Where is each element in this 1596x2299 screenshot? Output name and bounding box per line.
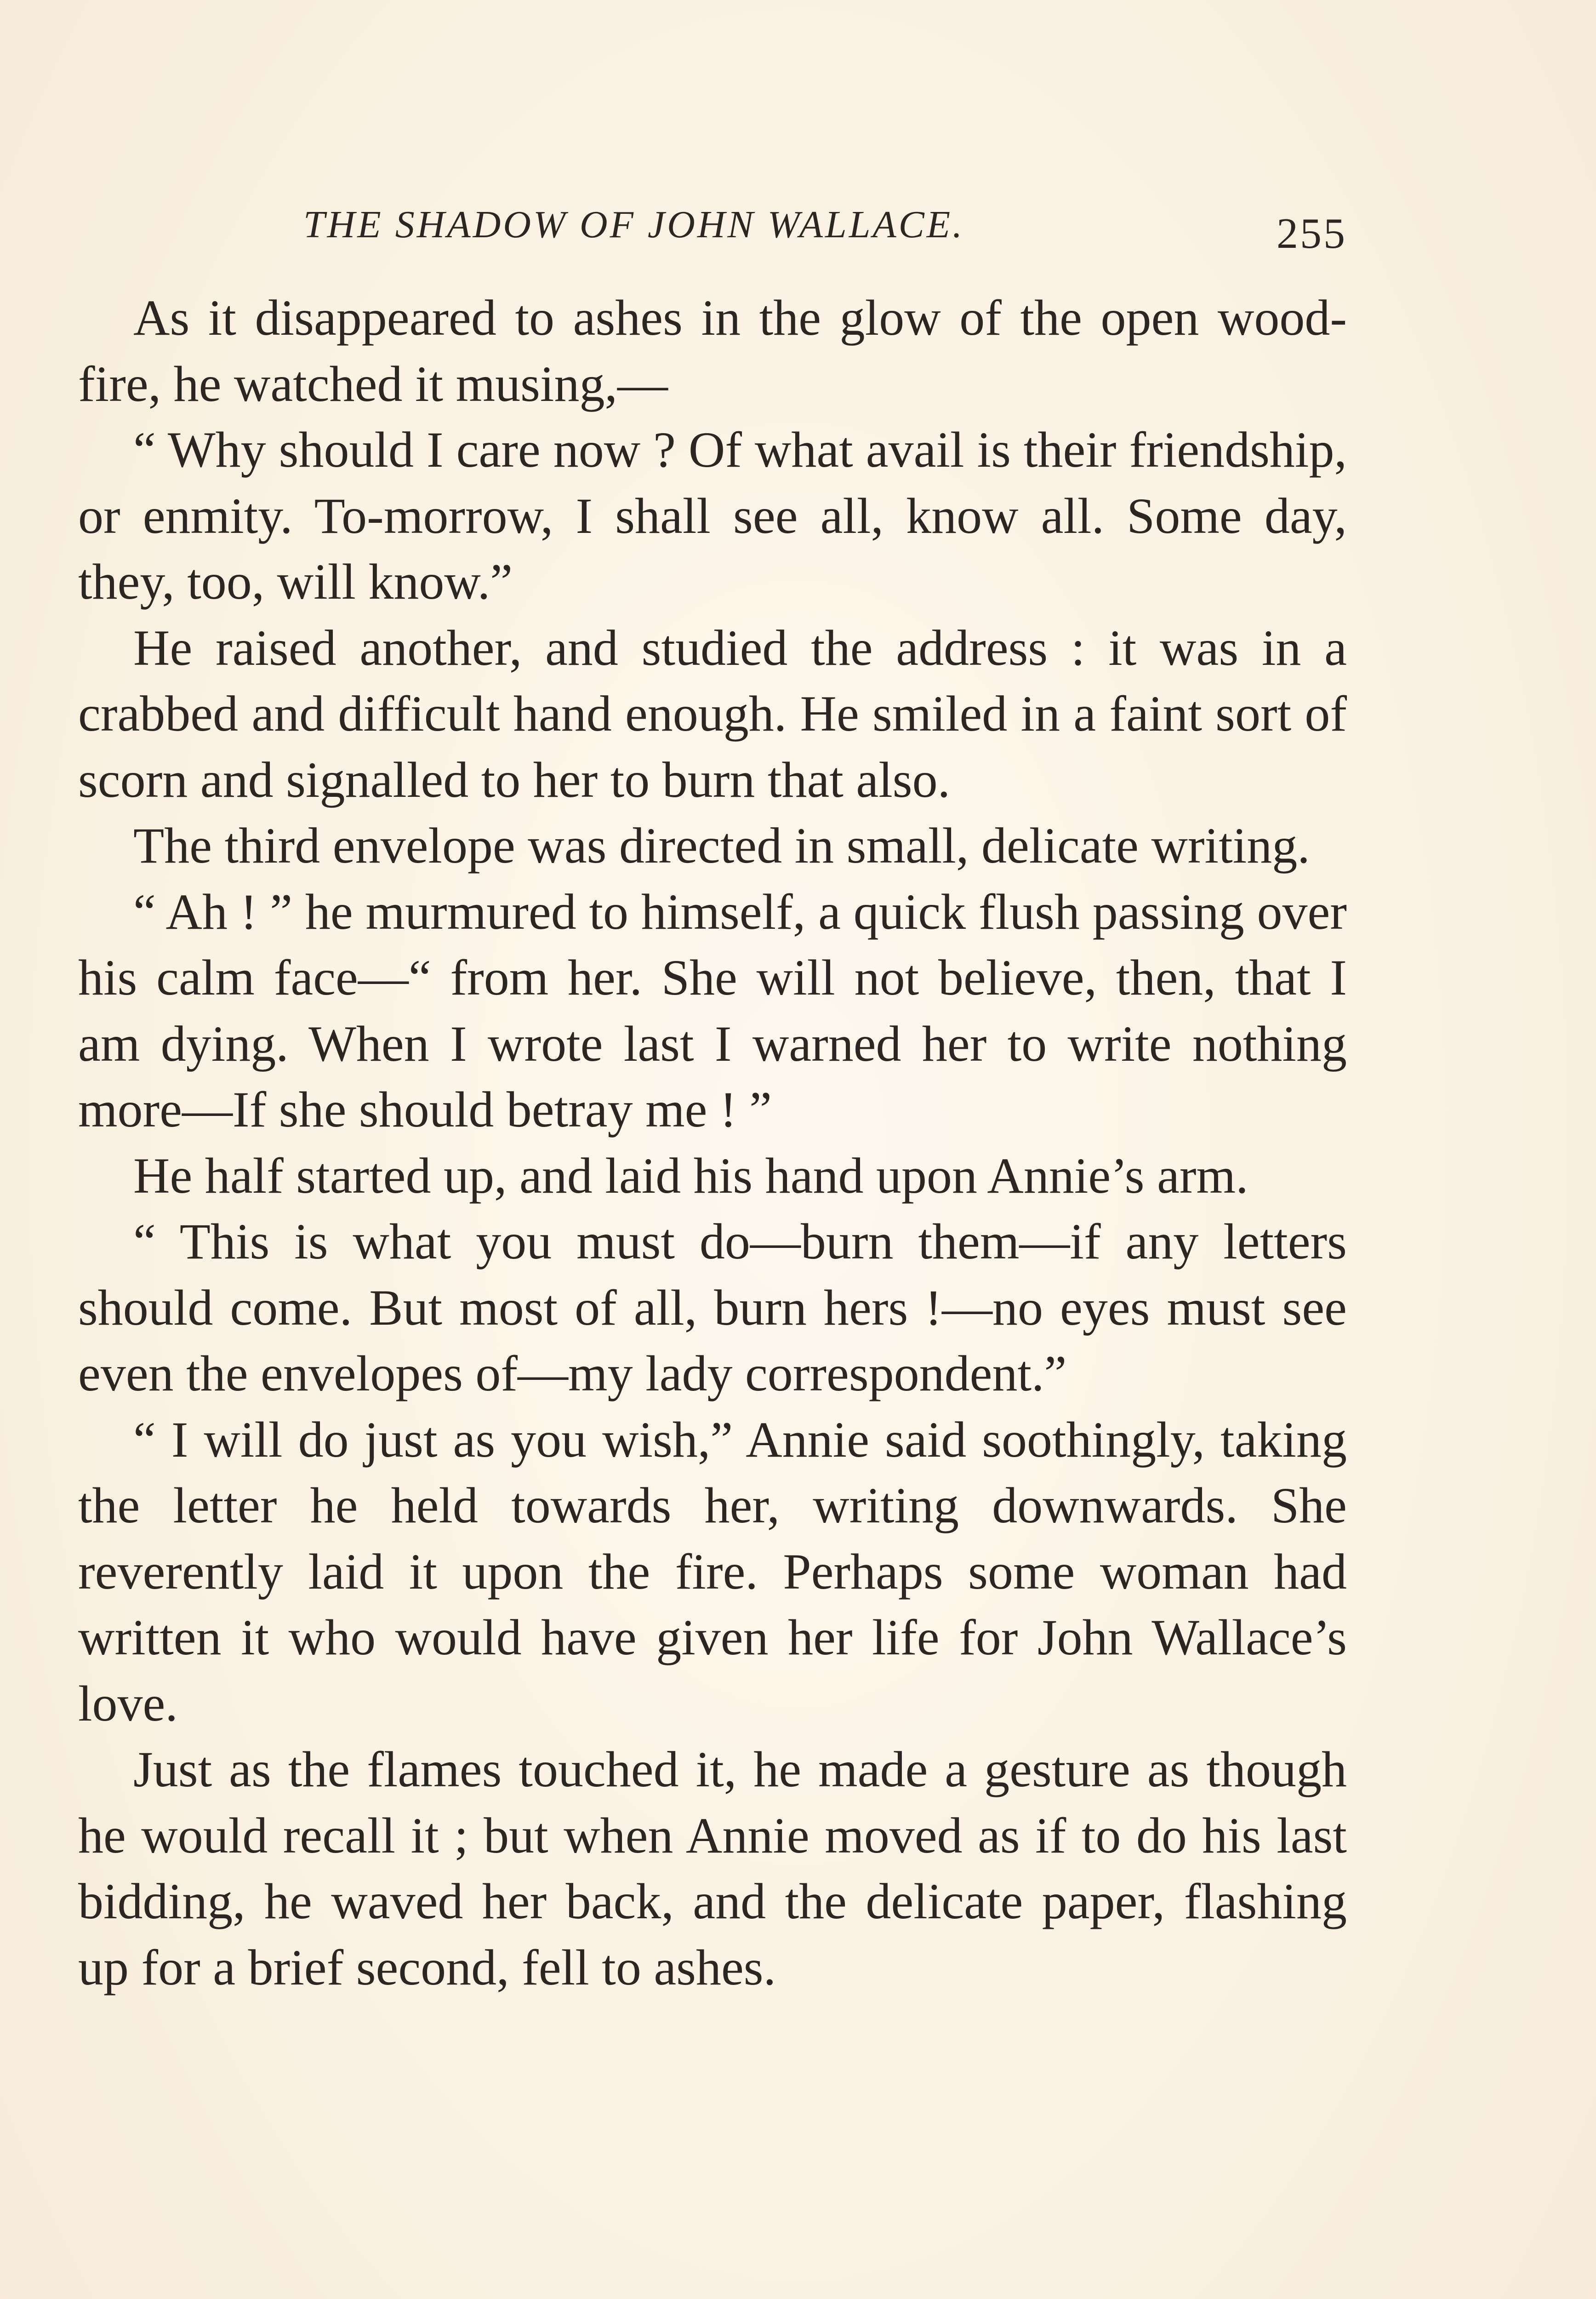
paragraph: “ Why should I care now ? Of what avail is their friendship, or enmity. To-morrow, I shall see all, know all. Some day, they, too, will know.”: [78, 422, 1347, 610]
paragraph: Just as the flames touched it, he made a gesture as though he would recall it ; but when Annie moved as if to do his last bidding, he waved her back, and the delicate paper, flashing up for a brief second, fell to ashes.: [78, 1741, 1347, 1996]
paragraph: “ Ah ! ” he murmured to himself, a quick flush passing over his calm face—“ from her. She will not believe, then, that I am dying. When I wrote last I warned her to write nothing more—If she should betray me ! ”: [78, 883, 1347, 1138]
running-head: [78, 198, 1347, 257]
paragraph: “ I will do just as you wish,” Annie said soothingly, taking the letter he held towards her, writing downwards. She reverently laid it upon the fire. Perhaps some woman had written it who would have given her life for John Wallace’s love.: [78, 1411, 1347, 1732]
paragraph: He half started up, and laid his hand upon Annie’s arm.: [133, 1147, 1248, 1204]
paragraph: The third envelope was directed in small, delicate writing.: [133, 818, 1310, 874]
paragraph: He raised another, and studied the address : it was in a crabbed and difficult hand enough. He smiled in a faint sort of scorn and signalled to her to burn that also.: [78, 619, 1347, 808]
page-number: 255: [1277, 210, 1347, 257]
body-text: [78, 285, 1347, 2001]
running-title: THE SHADOW OF JOHN WALLACE.: [303, 203, 965, 246]
paragraph: “ This is what you must do—burn them—if any letters should come. But most of all, burn hers !—no eyes must see even the envelopes of—my lady correspondent.”: [78, 1213, 1347, 1401]
paragraph: As it disappeared to ashes in the glow of the open wood-fire, he watched it musing,—: [78, 290, 1347, 412]
